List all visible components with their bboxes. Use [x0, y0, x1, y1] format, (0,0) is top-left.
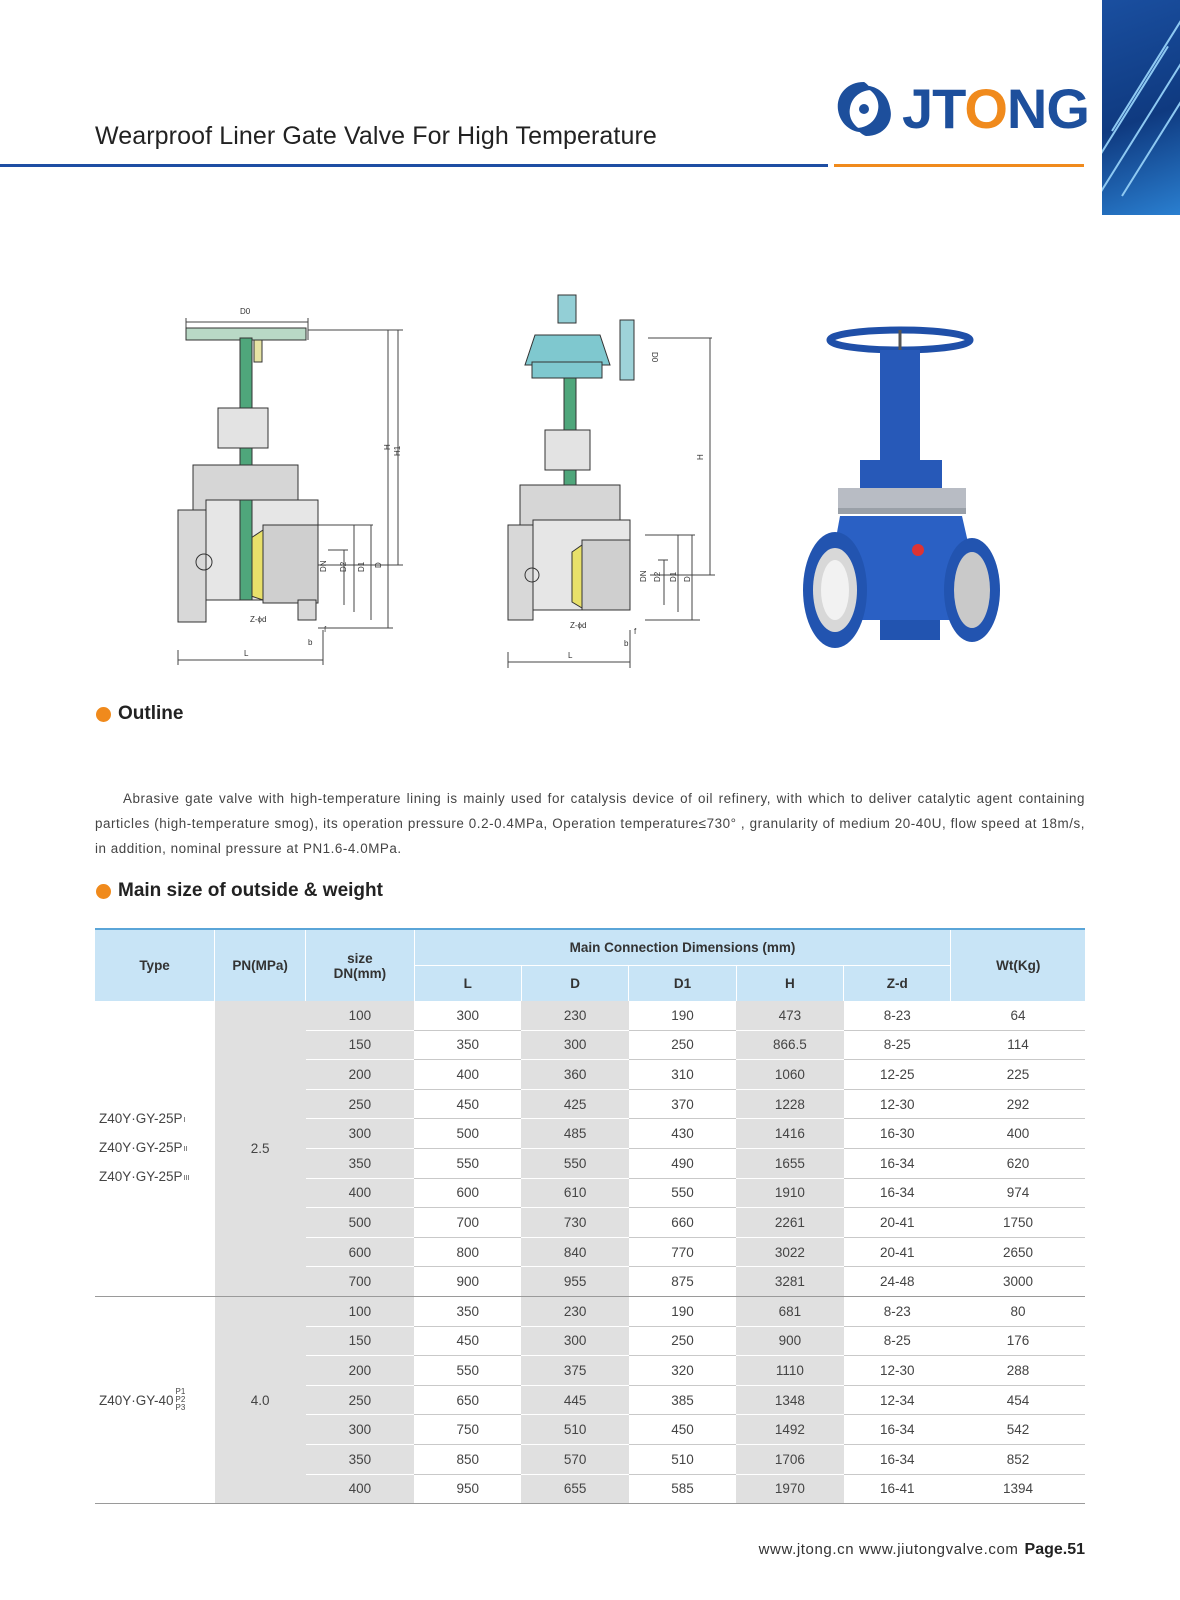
d1-cell: 190: [629, 1001, 736, 1030]
dim-label-d0: D0: [650, 352, 659, 363]
zd-cell: 16-34: [844, 1148, 951, 1178]
wt-cell: 542: [951, 1415, 1085, 1445]
d-cell: 730: [521, 1208, 628, 1238]
zd-cell: 16-34: [844, 1178, 951, 1208]
dim-label-d: D: [374, 562, 383, 568]
dim-label-d: D: [683, 576, 692, 582]
col-header-wt: Wt(Kg): [951, 929, 1085, 1001]
type-label: Z40Y·GY-25PII: [99, 1139, 188, 1155]
h-cell: 3022: [736, 1237, 843, 1267]
bullet-icon: [96, 884, 111, 899]
l-cell: 800: [414, 1237, 521, 1267]
h-cell: 1348: [736, 1385, 843, 1415]
dim-label-d2: D2: [653, 571, 662, 582]
d1-cell: 550: [629, 1178, 736, 1208]
brand-logo: [832, 78, 1089, 140]
zd-cell: 8-23: [844, 1001, 951, 1030]
wt-cell: 176: [951, 1326, 1085, 1356]
zd-cell: 24-48: [844, 1267, 951, 1297]
bullet-icon: [96, 707, 111, 722]
zd-cell: 12-25: [844, 1060, 951, 1090]
size-cell: 350: [306, 1444, 414, 1474]
d-cell: 550: [521, 1148, 628, 1178]
zd-cell: 12-30: [844, 1356, 951, 1386]
d-cell: 425: [521, 1089, 628, 1119]
l-cell: 750: [414, 1415, 521, 1445]
size-cell: 100: [306, 1296, 414, 1326]
h-cell: 1706: [736, 1444, 843, 1474]
dim-label-dn: DN: [319, 560, 328, 572]
d-cell: 570: [521, 1444, 628, 1474]
col-header-pn: PN(MPa): [215, 929, 306, 1001]
size-cell: 500: [306, 1208, 414, 1238]
wt-cell: 3000: [951, 1267, 1085, 1297]
l-cell: 950: [414, 1474, 521, 1504]
h-cell: 866.5: [736, 1030, 843, 1060]
d-cell: 445: [521, 1385, 628, 1415]
col-header-group: Main Connection Dimensions (mm): [414, 929, 951, 966]
size-cell: 150: [306, 1326, 414, 1356]
h-cell: 1492: [736, 1415, 843, 1445]
col-header-h: H: [736, 966, 843, 1002]
wt-cell: 620: [951, 1148, 1085, 1178]
wt-cell: 80: [951, 1296, 1085, 1326]
zd-cell: 8-23: [844, 1296, 951, 1326]
d1-cell: 450: [629, 1415, 736, 1445]
dim-label-b: b: [308, 638, 313, 647]
h-cell: 3281: [736, 1267, 843, 1297]
d1-cell: 385: [629, 1385, 736, 1415]
footer-websites: www.jtong.cn www.jiutongvalve.com: [758, 1541, 1019, 1558]
size-cell: 200: [306, 1060, 414, 1090]
size-cell: 600: [306, 1237, 414, 1267]
size-cell: 100: [306, 1001, 414, 1030]
page-footer: [759, 1541, 1085, 1559]
table-heading: Main size of outside & weight: [96, 880, 383, 902]
type-label: Z40Y·GY-25PIII: [99, 1168, 190, 1184]
d1-cell: 310: [629, 1060, 736, 1090]
h-cell: 1228: [736, 1089, 843, 1119]
title-divider-blue: [0, 164, 828, 167]
size-cell: 300: [306, 1415, 414, 1445]
type-label: Z40Y·GY-40 P1 P2 P3: [99, 1387, 186, 1413]
wt-cell: 2650: [951, 1237, 1085, 1267]
h-cell: 1910: [736, 1178, 843, 1208]
l-cell: 400: [414, 1060, 521, 1090]
zd-cell: 12-30: [844, 1089, 951, 1119]
wt-cell: 1750: [951, 1208, 1085, 1238]
wt-cell: 1394: [951, 1474, 1085, 1504]
title-divider-orange: [834, 164, 1084, 167]
l-cell: 300: [414, 1001, 521, 1030]
l-cell: 550: [414, 1148, 521, 1178]
d-cell: 230: [521, 1001, 628, 1030]
l-cell: 900: [414, 1267, 521, 1297]
dim-label-zd: Z-ϕd: [250, 615, 267, 624]
wt-cell: 400: [951, 1119, 1085, 1149]
zd-cell: 8-25: [844, 1030, 951, 1060]
gate-valve-product-photo: [800, 320, 1025, 675]
size-cell: 150: [306, 1030, 414, 1060]
dim-label-l: L: [244, 649, 249, 658]
l-cell: 450: [414, 1089, 521, 1119]
d-cell: 610: [521, 1178, 628, 1208]
wt-cell: 852: [951, 1444, 1085, 1474]
d-cell: 485: [521, 1119, 628, 1149]
l-cell: 850: [414, 1444, 521, 1474]
d-cell: 655: [521, 1474, 628, 1504]
dim-label-l: L: [568, 651, 573, 660]
l-cell: 450: [414, 1326, 521, 1356]
d1-cell: 510: [629, 1444, 736, 1474]
d-cell: 230: [521, 1296, 628, 1326]
dimensions-table: [95, 928, 1085, 1504]
size-cell: 300: [306, 1119, 414, 1149]
dim-label-dn: DN: [639, 570, 648, 582]
d1-cell: 430: [629, 1119, 736, 1149]
dim-label-d0: D0: [240, 307, 251, 316]
size-cell: 400: [306, 1178, 414, 1208]
col-header-size: size DN(mm): [306, 929, 414, 1001]
wt-cell: 288: [951, 1356, 1085, 1386]
zd-cell: 20-41: [844, 1237, 951, 1267]
outline-heading: Outline: [96, 703, 183, 725]
l-cell: 500: [414, 1119, 521, 1149]
l-cell: 350: [414, 1030, 521, 1060]
zd-cell: 16-41: [844, 1474, 951, 1504]
type-cell: [95, 1296, 215, 1503]
size-cell: 350: [306, 1148, 414, 1178]
h-cell: 473: [736, 1001, 843, 1030]
zd-cell: 12-34: [844, 1385, 951, 1415]
l-cell: 600: [414, 1178, 521, 1208]
col-header-d: D: [521, 966, 628, 1002]
h-cell: 900: [736, 1326, 843, 1356]
l-cell: 550: [414, 1356, 521, 1386]
wt-cell: 974: [951, 1178, 1085, 1208]
zd-cell: 16-34: [844, 1415, 951, 1445]
h-cell: 1110: [736, 1356, 843, 1386]
zd-cell: 16-30: [844, 1119, 951, 1149]
size-cell: 200: [306, 1356, 414, 1386]
pn-cell: 2.5: [215, 1001, 306, 1296]
h-cell: 1416: [736, 1119, 843, 1149]
wt-cell: 225: [951, 1060, 1085, 1090]
d1-cell: 320: [629, 1356, 736, 1386]
pn-cell: 4.0: [215, 1296, 306, 1503]
d1-cell: 370: [629, 1089, 736, 1119]
size-cell: 250: [306, 1385, 414, 1415]
h-cell: 681: [736, 1296, 843, 1326]
dim-label-h: H: [696, 454, 705, 460]
zd-cell: 16-34: [844, 1444, 951, 1474]
table-row: [95, 1001, 1085, 1030]
col-header-zd: Z-d: [844, 966, 951, 1002]
d1-cell: 190: [629, 1296, 736, 1326]
outline-paragraph: Abrasive gate valve with high-temperature lining is mainly used for catalysis device of oil refinery, with which to deliver catalytic agent containing particles (high-temperature smog), its operation pressure 0.2-0.4MPa, Operation temperature≤730° , granularity of medium 20-40U, flow speed at 18m/s, in addition, nominal pressure at PN1.6-4.0MPa.: [95, 791, 1085, 856]
dim-label-zd: Z-ϕd: [570, 621, 587, 630]
l-cell: 350: [414, 1296, 521, 1326]
dim-label-h1: H1: [393, 445, 402, 456]
d-cell: 300: [521, 1326, 628, 1356]
h-cell: 2261: [736, 1208, 843, 1238]
gate-valve-section-drawing: [168, 300, 428, 675]
h-cell: 1655: [736, 1148, 843, 1178]
wt-cell: 454: [951, 1385, 1085, 1415]
d1-cell: 585: [629, 1474, 736, 1504]
d-cell: 955: [521, 1267, 628, 1297]
size-cell: 700: [306, 1267, 414, 1297]
col-header-type: Type: [95, 929, 215, 1001]
corner-decoration: [1102, 0, 1180, 215]
d1-cell: 660: [629, 1208, 736, 1238]
d1-cell: 250: [629, 1030, 736, 1060]
gear-operated-valve-drawing: [500, 290, 725, 675]
dim-label-h: H: [383, 444, 392, 450]
size-cell: 250: [306, 1089, 414, 1119]
d-cell: 300: [521, 1030, 628, 1060]
d1-cell: 770: [629, 1237, 736, 1267]
d-cell: 360: [521, 1060, 628, 1090]
dim-label-d1: D1: [357, 561, 366, 572]
page-number: Page.51: [1024, 1541, 1085, 1558]
logo-wordmark: JTONG: [902, 77, 1089, 140]
d1-cell: 875: [629, 1267, 736, 1297]
dim-label-d2: D2: [339, 561, 348, 572]
l-cell: 650: [414, 1385, 521, 1415]
col-header-l: L: [414, 966, 521, 1002]
d1-cell: 490: [629, 1148, 736, 1178]
d-cell: 375: [521, 1356, 628, 1386]
h-cell: 1970: [736, 1474, 843, 1504]
wt-cell: 64: [951, 1001, 1085, 1030]
d1-cell: 250: [629, 1326, 736, 1356]
jtong-emblem-icon: [832, 78, 896, 140]
size-cell: 400: [306, 1474, 414, 1504]
table-row: [95, 1296, 1085, 1326]
d-cell: 840: [521, 1237, 628, 1267]
col-header-d1: D1: [629, 966, 736, 1002]
dim-label-d1: D1: [669, 571, 678, 582]
dim-label-f: f: [634, 627, 637, 636]
l-cell: 700: [414, 1208, 521, 1238]
wt-cell: 292: [951, 1089, 1085, 1119]
type-cell: [95, 1001, 215, 1296]
wt-cell: 114: [951, 1030, 1085, 1060]
d-cell: 510: [521, 1415, 628, 1445]
dim-label-f: f: [324, 625, 327, 634]
page-title: Wearproof Liner Gate Valve For High Temperature: [95, 122, 657, 150]
dim-label-b: b: [624, 639, 629, 648]
type-label: Z40Y·GY-25PI: [99, 1110, 186, 1126]
zd-cell: 8-25: [844, 1326, 951, 1356]
h-cell: 1060: [736, 1060, 843, 1090]
zd-cell: 20-41: [844, 1208, 951, 1238]
